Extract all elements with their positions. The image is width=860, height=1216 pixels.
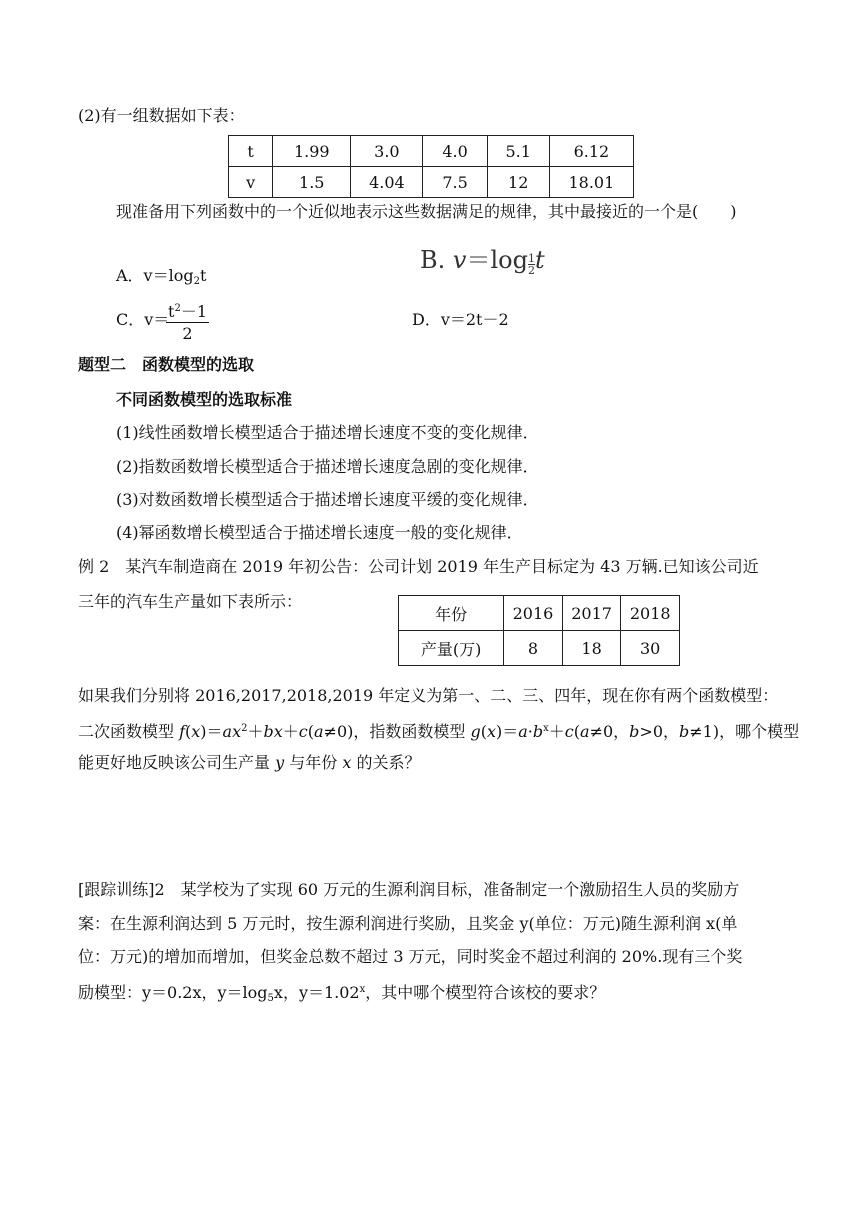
question-2-intro: (2)有一组数据如下表： [78, 106, 245, 125]
example-2-line-5 [78, 753, 420, 773]
table-cell: 5.1 [487, 136, 549, 167]
example-2-line-3: 如果我们分别将 2016,2017,2018,2019 年定义为第一、二、三、四年，现在你有两个函数模型： [78, 686, 779, 705]
math-var: c [298, 722, 308, 741]
example-2-line-4 [78, 719, 799, 742]
text-run: 励模型：y＝0.2x，y＝log [78, 983, 268, 1002]
question-2-prompt: 现准备用下列函数中的一个近似地表示这些数据满足的规律，其中最接近的一个是( ) [116, 202, 737, 221]
table-cell: 1.99 [273, 136, 351, 167]
section-title: 题型二 函数模型的选取 [78, 355, 255, 374]
table-cell: 12 [487, 167, 549, 198]
option-c-prefix: C．v＝ [116, 310, 170, 329]
table-row-output [399, 631, 680, 666]
table-cell: 18.01 [549, 167, 633, 198]
text-run: ( [480, 722, 487, 741]
table-cell: 18 [562, 631, 621, 666]
text-run: ≠0)，指数函数模型 [323, 722, 471, 741]
option-b-base-num: 1 [527, 252, 535, 265]
math-var: c [564, 722, 574, 741]
text-run: 二次函数模型 [78, 722, 180, 741]
text-run: ( [573, 722, 581, 741]
option-c-num-rest: －1 [180, 302, 207, 321]
text-run: ＋ [548, 722, 565, 741]
superscript: x [359, 984, 366, 995]
table-cell: 2017 [562, 596, 621, 631]
option-a[interactable] [116, 266, 206, 292]
section-subtitle: 不同函数模型的选取标准 [116, 390, 293, 409]
practice-2-line-2: 案：在生源利润达到 5 万元时，按生源利润进行奖励，且奖金 y(单位：万元)随生源利润 x(单 [78, 914, 738, 933]
table-cell: 8 [504, 631, 563, 666]
option-d[interactable]: D．v＝2t－2 [412, 310, 509, 329]
math-var: y [275, 753, 285, 772]
practice-2-line-1: [跟踪训练]2 某学校为了实现 60 万元的生源利润目标，准备制定一个激励招生人员的奖励方 [78, 880, 740, 899]
math-var: a [314, 722, 324, 741]
table-cell: 6.12 [549, 136, 633, 167]
math-var: x [191, 722, 201, 741]
table-cell: 4.04 [351, 167, 423, 198]
data-table-t-v [228, 135, 634, 198]
math-var: a [518, 722, 528, 741]
option-b-eq: ＝log [466, 246, 528, 274]
math-var: ax [222, 722, 242, 741]
table-cell: 3.0 [351, 136, 423, 167]
superscript: 2 [241, 723, 248, 734]
text-run: x，y＝1.02 [273, 983, 360, 1002]
table-cell: 产量(万) [399, 631, 504, 666]
option-b-base [528, 253, 535, 276]
table-cell: 4.0 [423, 136, 487, 167]
math-var: x [342, 753, 352, 772]
criteria-item-4: (4)幂函数增长模型适合于描述增长速度一般的变化规律． [116, 523, 523, 542]
production-table [398, 595, 680, 666]
table-cell: 2018 [621, 596, 680, 631]
criteria-item-2: (2)指数函数增长模型适合于描述增长速度急剧的变化规律． [116, 457, 539, 476]
option-c-numerator [166, 299, 209, 323]
option-c-num-t: t [168, 302, 175, 321]
option-a-sub: 2 [193, 276, 200, 287]
text-run: ＋ [282, 722, 299, 741]
table-cell: v [229, 167, 273, 198]
table-cell: 1.5 [273, 167, 351, 198]
option-b-v: v [452, 246, 467, 274]
criteria-item-1: (1)线性函数增长模型适合于描述增长速度不变的变化规律． [116, 423, 539, 442]
math-var: g [470, 722, 481, 741]
text-run: 的关系？ [351, 753, 421, 772]
example-2-line-2: 三年的汽车生产量如下表所示： [78, 592, 303, 611]
text-run: )＝ [496, 722, 519, 741]
example-2-line-1: 例 2 某汽车制造商在 2019 年初公告：公司计划 2019 年生产目标定为 43 万辆.已知该公司近 [78, 557, 759, 576]
option-c-denominator: 2 [182, 324, 193, 343]
text-run: 与年份 [284, 753, 343, 772]
option-a-prefix: A．v＝log [116, 266, 194, 285]
math-var: b [679, 722, 690, 741]
math-var: f [179, 722, 186, 741]
table-row-t [229, 136, 634, 167]
superscript: x [543, 723, 549, 734]
text-run: ( [185, 722, 192, 741]
math-var: x [486, 722, 496, 741]
text-run: ≠0， [589, 722, 630, 741]
table-cell: 30 [621, 631, 680, 666]
option-b-prefix: B. [420, 246, 453, 274]
text-run: ＋ [247, 722, 264, 741]
text-run: )＝ [200, 722, 223, 741]
option-a-suffix: t [199, 266, 207, 285]
table-cell: 2016 [504, 596, 563, 631]
table-cell: t [229, 136, 273, 167]
option-c-fraction [166, 299, 209, 345]
math-var: b [532, 722, 544, 741]
table-row-year [399, 596, 680, 631]
math-var: a [580, 722, 590, 741]
option-c-num-sup: 2 [174, 303, 181, 314]
table-cell: 年份 [399, 596, 504, 631]
practice-2-line-4 [78, 980, 605, 1009]
criteria-item-3: (3)对数函数增长模型适合于描述增长速度平缓的变化规律． [116, 490, 539, 509]
option-b-base-den: 2 [527, 264, 535, 277]
option-b[interactable] [420, 240, 545, 276]
math-var: b [629, 722, 640, 741]
table-cell: 7.5 [423, 167, 487, 198]
option-b-t: t [534, 246, 545, 274]
text-run: ≠1)，哪个模型 [689, 722, 800, 741]
practice-2-line-3: 位：万元)的增加而增加，但奖金总数不超过 3 万元，同时奖金不超过利润的 20%.现有三个奖 [78, 947, 743, 966]
subscript: 5 [267, 993, 274, 1004]
text-run: ( [307, 722, 314, 741]
option-c[interactable] [116, 310, 169, 330]
text-run: 能更好地反映该公司生产量 [78, 753, 276, 772]
text-run: · [527, 722, 533, 741]
text-run: ，其中哪个模型符合该校的要求？ [365, 983, 606, 1002]
math-var: bx [263, 722, 283, 741]
text-run: >0， [639, 722, 679, 741]
table-row-v [229, 167, 634, 198]
